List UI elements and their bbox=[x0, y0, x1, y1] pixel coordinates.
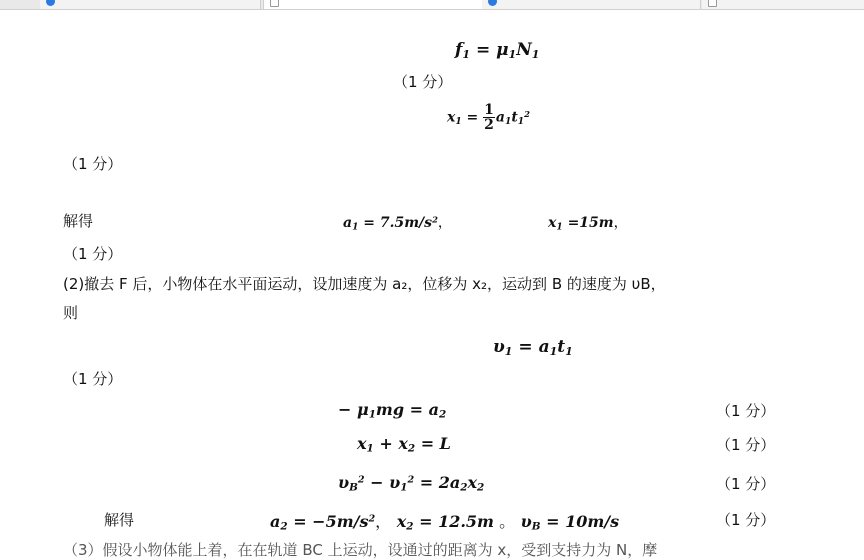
score-mark: （1 分） bbox=[63, 155, 123, 173]
solution-part2: $a_2 = -5m/s^2$， $x_2 = 12.5m$ 。 $\upsilon_B = 10m/s$ bbox=[270, 512, 620, 533]
solution-a1: $a_1 = 7.5m/s^2$， bbox=[343, 214, 452, 233]
paragraph-part2-cont: 则 bbox=[63, 304, 79, 322]
equation-velocity-v1: $\upsilon_1 = a_1t_1$ bbox=[493, 337, 573, 358]
solution-x1: $x_1 =15m$， bbox=[548, 215, 628, 233]
score-mark: （1 分） bbox=[716, 511, 776, 529]
document-icon bbox=[708, 0, 717, 7]
score-mark: （1 分） bbox=[716, 475, 776, 493]
paragraph-part2: (2)撤去 F 后，小物体在水平面运动，设加速度为 a₂，位移为 x₂，运动到 B 的速度为 υB， bbox=[63, 275, 666, 293]
browser-tab-icon bbox=[488, 0, 497, 6]
browser-tab-bar bbox=[0, 0, 864, 10]
score-mark: （1 分） bbox=[716, 436, 776, 454]
browser-tab-icon bbox=[46, 0, 55, 6]
equation-displacement-x1: $x_1$ = $\frac{1}{2}$ $a_1t_1^2$ bbox=[447, 102, 530, 133]
equation-friction: $f_1 = \mu_1N_1$ bbox=[455, 40, 540, 61]
score-mark: （1 分） bbox=[716, 402, 776, 420]
equation-kinematics-vb: $\upsilon_B^2 - \upsilon_1^2 = 2a_2x_2$ bbox=[338, 473, 485, 494]
paragraph-part3-cutoff: （3）假设小物体能上着，在在轨道 BC 上运动，设通过的距离为 x，受到支持力为 N，摩 bbox=[63, 541, 658, 559]
solution-label: 解得 bbox=[104, 511, 135, 529]
score-mark: （1 分） bbox=[63, 245, 123, 263]
document-icon bbox=[270, 0, 279, 7]
solution-label: 解得 bbox=[63, 212, 94, 230]
browser-tab[interactable] bbox=[482, 0, 701, 9]
browser-tab-active[interactable] bbox=[263, 0, 483, 9]
equation-deceleration: − $\mu_1mg = a_2$ bbox=[338, 400, 447, 421]
score-mark: （1 分） bbox=[393, 73, 453, 91]
score-mark: （1 分） bbox=[63, 370, 123, 388]
browser-tab[interactable] bbox=[702, 0, 864, 9]
equation-total-length: $x_1 + x_2 = L$ bbox=[357, 434, 451, 455]
browser-tab[interactable] bbox=[40, 0, 261, 9]
fraction-one-half: $\frac{1}{2}$ bbox=[484, 102, 494, 133]
